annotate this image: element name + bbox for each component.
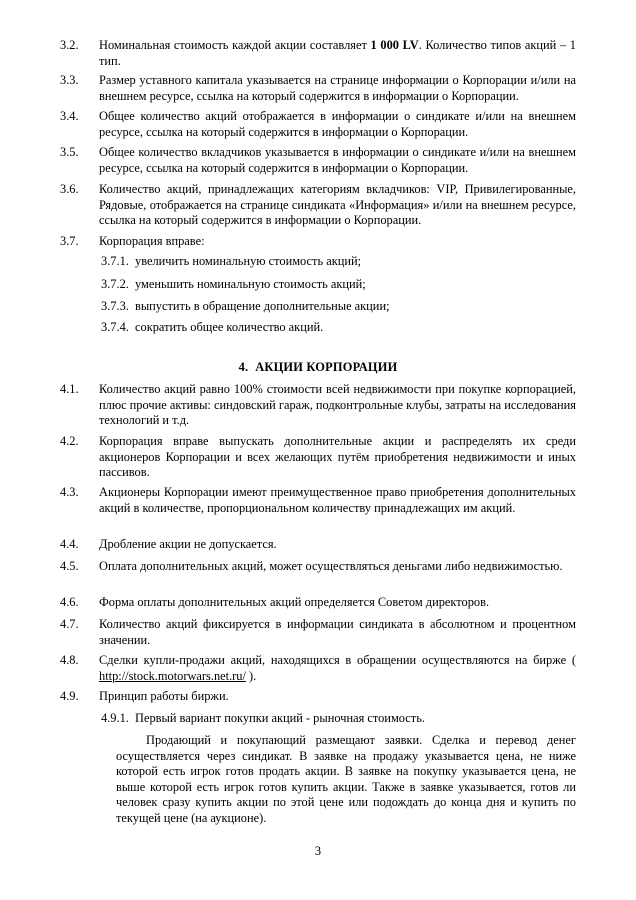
clause-number: 4.6.	[60, 595, 79, 609]
subclause-3-7-2	[101, 277, 576, 293]
subclause-text: уменьшить номинальную стоимость акций;	[135, 277, 366, 291]
clause-3-6	[60, 182, 576, 229]
clause-3-7	[60, 234, 576, 250]
clause-text	[60, 653, 576, 684]
clause-4-4	[60, 537, 576, 553]
section-number: 4.	[238, 360, 249, 374]
subclause-text: сократить общее количество акций.	[135, 320, 324, 334]
clause-3-2	[60, 38, 576, 69]
clause-number: 4.5.	[60, 559, 79, 573]
clause-number: 4.7.	[60, 617, 79, 631]
subclause-text: Первый вариант покупки акций - рыночная стоимость.	[135, 711, 425, 725]
clause-text: Корпорация вправе выпускать дополнительные акции и распределять их среди акционеров Корпорации и всех желающих путём приобретения недвижимости и иных пассивов.	[99, 434, 576, 479]
clause-3-5	[60, 145, 576, 176]
subclause-3-7-3	[101, 299, 576, 315]
clause-text-part: ).	[245, 668, 257, 683]
clause-text-part: . Количество типов акций – 1 тип.	[99, 38, 576, 68]
clause-4-1	[60, 382, 576, 429]
clause-text: Размер уставного капитала указывается на странице информации о Корпорации и/или на внешнем ресурсе, ссылка на который содержится в информации о Корпорации.	[99, 73, 576, 103]
clause-number: 3.6.	[60, 182, 79, 196]
clause-text: Общее количество вкладчиков указывается в информации о синдикате и/или на внешнем ресурсе, ссылка на который содержится в информации о Корпорации.	[99, 145, 576, 175]
subclause-4-9-1	[101, 711, 576, 727]
clause-number: 4.1.	[60, 382, 79, 396]
clause-text: Принцип работы биржи.	[99, 689, 229, 703]
clause-text: Форма оплаты дополнительных акций определяется Советом директоров.	[99, 595, 490, 609]
clause-text: Общее количество акций отображается в информации о синдикате и/или на внешнем ресурсе, ссылка на который содержится в информации о Корпорации.	[99, 109, 576, 139]
clause-number: 4.3.	[60, 485, 79, 499]
clause-4-9	[60, 689, 576, 705]
clause-text	[60, 38, 576, 69]
clause-text: Количество акций равно 100% стоимости всей недвижимости при покупке корпорацией, плюс прочие активы: синдовский гараж, подконтрольные клубы, затраты на исследования технологий и т.д.	[99, 382, 577, 427]
nominal-value: 1 000 LV	[370, 38, 419, 52]
subclause-text: выпустить в обращение дополнительные акции;	[135, 299, 390, 313]
clause-number: 4.9.	[60, 689, 79, 703]
exchange-link[interactable]: http://stock.motorwars.net.ru/	[99, 668, 246, 683]
clause-number: 4.8.	[60, 653, 79, 667]
paragraph-text: Продающий и покупающий размещают заявки. Сделка и перевод денег осуществляется через синдикат. В заявке на продажу указывается цена, не ниже которой есть игрок готов продать акции. В заявке на покупку указывается цена, не выше которой есть игрок готов купить акции. Также в заявке указывается, готов ли человек сразу купить акции по этой цене или подождать до конца дня и купить по текущей цене (на аукционе).	[116, 733, 576, 825]
clause-3-4	[60, 109, 576, 140]
section-title: АКЦИИ КОРПОРАЦИИ	[255, 360, 398, 374]
clause-3-3	[60, 73, 576, 104]
subclause-text: увеличить номинальную стоимость акций;	[135, 254, 362, 268]
subclause-number: 3.7.4.	[101, 320, 129, 334]
subclause-3-7-4	[101, 320, 576, 336]
subclause-3-7-1	[101, 254, 576, 270]
body-paragraph	[116, 733, 576, 826]
clause-text-part: Номинальная стоимость каждой акции составляет	[99, 38, 371, 52]
clause-number: 3.7.	[60, 234, 79, 248]
clause-text: Количество акций, принадлежащих категориям вкладчиков: VIP, Привилегированные, Рядовые, отображается на странице синдиката «Информация» и/или на внешнем ресурсе, ссылка на который содержится в информации о Корпорации.	[99, 182, 576, 227]
clause-number: 3.5.	[60, 145, 79, 159]
page-number: 3	[314, 844, 322, 858]
section-heading	[60, 360, 576, 376]
clause-number: 3.2.	[60, 38, 79, 52]
clause-4-2	[60, 434, 576, 481]
clause-number: 4.4.	[60, 537, 79, 551]
clause-text-part: Сделки купли-продажи акций, находящихся в обращении осуществляются на бирже (	[99, 653, 576, 667]
clause-4-3	[60, 485, 576, 516]
clause-4-8	[60, 653, 576, 684]
clause-text: Акционеры Корпорации имеют преимущественное право приобретения дополнительных акций в количестве, пропорциональном количеству принадлежащих им акций.	[99, 485, 576, 515]
subclause-number: 3.7.2.	[101, 277, 129, 291]
clause-text: Оплата дополнительных акций, может осуществляться деньгами либо недвижимостью.	[99, 559, 563, 573]
subclause-number: 3.7.3.	[101, 299, 129, 313]
clause-number: 3.4.	[60, 109, 79, 123]
subclause-number: 4.9.1.	[101, 711, 129, 725]
clause-number: 3.3.	[60, 73, 79, 87]
clause-4-7	[60, 617, 576, 648]
clause-text: Корпорация вправе:	[99, 234, 205, 248]
clause-text: Дробление акции не допускается.	[99, 537, 277, 551]
clause-number: 4.2.	[60, 434, 79, 448]
clause-4-6	[60, 595, 576, 611]
subclause-number: 3.7.1.	[101, 254, 129, 268]
clause-4-5	[60, 559, 576, 575]
clause-text: Количество акций фиксируется в информации синдиката в абсолютном и процентном значении.	[99, 617, 576, 647]
